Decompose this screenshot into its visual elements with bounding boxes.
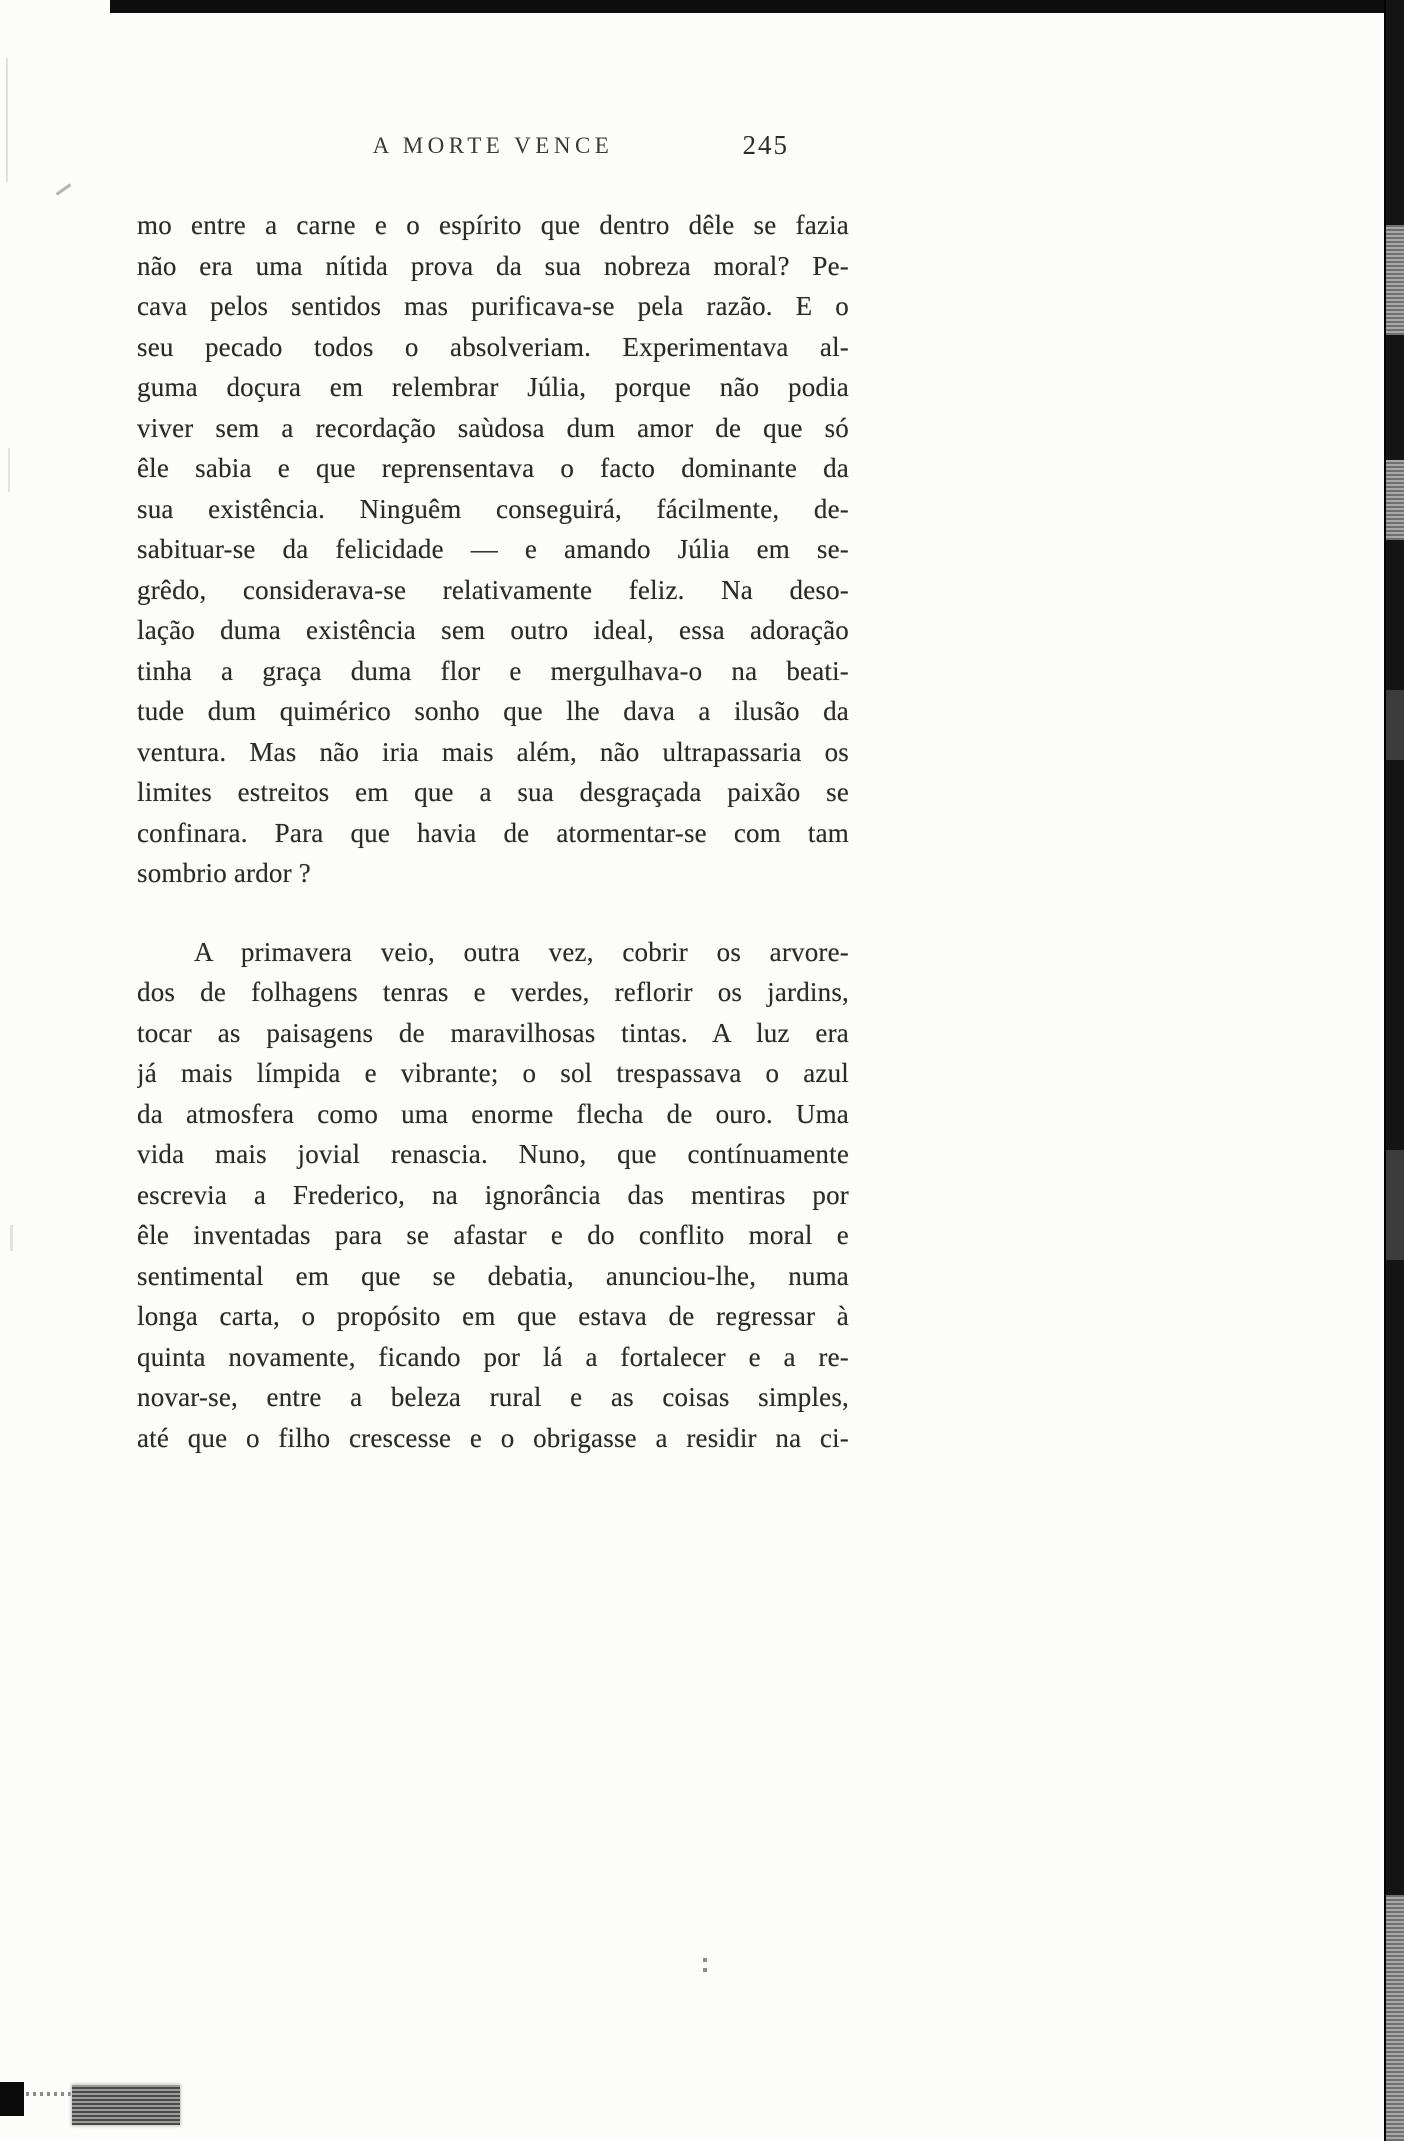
text-line: sabituar-se da felicidade — e amando Júlia em se- xyxy=(137,534,849,564)
scan-artifact-edge-texture xyxy=(1386,1895,1404,2141)
scan-artifact-edge-texture xyxy=(1386,1150,1404,1260)
page-header xyxy=(137,130,849,163)
text-line: longa carta, o propósito em que estava de regressar à xyxy=(137,1301,849,1331)
scan-artifact-stray-dots xyxy=(703,1956,707,1972)
scan-artifact-right-edge xyxy=(1384,0,1404,2141)
page-number: 245 xyxy=(742,130,789,160)
scan-artifact-edge-texture xyxy=(1386,225,1404,335)
text-line: grêdo, considerava-se relativamente feliz. Na deso- xyxy=(137,574,849,605)
scan-artifact-left-margin-line xyxy=(8,448,10,492)
scan-artifact-left-margin-tick xyxy=(56,183,72,195)
text-line: A primavera veio, outra vez, cobrir os arvore- xyxy=(194,936,849,967)
scan-artifact-left-margin-line xyxy=(6,58,8,182)
scan-artifact-edge-texture xyxy=(1386,690,1404,760)
text-line: quinta novamente, ficando por lá a fortalecer e a re- xyxy=(137,1341,849,1372)
text-line: êle inventadas para se afastar e do conflito moral e xyxy=(137,1220,849,1250)
text-line: até que o filho crescesse e o obrigasse a residir na ci- xyxy=(137,1422,849,1453)
text-line: mo entre a carne e o espírito que dentro dêle se fazia xyxy=(137,210,849,240)
scan-artifact-bottom-left-mark xyxy=(0,2082,24,2116)
text-line: confinara. Para que havia de atormentar-se com tam xyxy=(137,817,849,848)
text-line: não era uma nítida prova da sua nobreza moral? Pe- xyxy=(137,250,849,281)
text-line: lação duma existência sem outro ideal, essa adoração xyxy=(137,615,849,645)
paragraph-1 xyxy=(137,205,849,894)
text-line: seu pecado todos o absolveriam. Experimentava al- xyxy=(137,331,849,362)
text-line: tocar as paisagens de maravilhosas tintas. A luz era xyxy=(137,1017,849,1048)
scan-artifact-top-bar xyxy=(110,0,1404,13)
text-line: escrevia a Frederico, na ignorância das mentiras por xyxy=(137,1179,849,1210)
text-line: guma doçura em relembrar Júlia, porque não podia xyxy=(137,372,849,402)
scan-artifact-dotted-line xyxy=(26,2092,74,2096)
text-line: vida mais jovial renascia. Nuno, que contínuamente xyxy=(137,1139,849,1169)
running-title: A MORTE VENCE xyxy=(372,133,614,158)
text-column xyxy=(137,130,849,1458)
text-line: sentimental em que se debatia, anunciou-lhe, numa xyxy=(137,1260,849,1291)
text-line: sombrio ardor ? xyxy=(137,858,311,888)
text-line: sua existência. Ninguêm conseguirá, fácilmente, de- xyxy=(137,493,849,524)
text-line: ventura. Mas não iria mais além, não ultrapassaria os xyxy=(137,736,849,767)
scan-artifact-bottom-stamp xyxy=(72,2085,180,2125)
text-line: dos de folhagens tenras e verdes, reflorir os jardins, xyxy=(137,977,849,1007)
text-line: êle sabia e que reprensentava o facto dominante da xyxy=(137,453,849,483)
text-line: cava pelos sentidos mas purificava-se pela razão. E o xyxy=(137,291,849,321)
paragraph-2 xyxy=(137,932,849,1459)
scan-artifact-left-margin-smudge xyxy=(10,1225,13,1251)
text-line: novar-se, entre a beleza rural e as coisas simples, xyxy=(137,1382,849,1412)
text-line: já mais límpida e vibrante; o sol trespassava o azul xyxy=(137,1058,849,1088)
text-line: tinha a graça duma flor e mergulhava-o na beati- xyxy=(137,655,849,686)
text-line: viver sem a recordação saùdosa dum amor de que só xyxy=(137,412,849,443)
text-line: da atmosfera como uma enorme flecha de ouro. Uma xyxy=(137,1098,849,1129)
scan-artifact-edge-texture xyxy=(1386,460,1404,540)
text-line: tude dum quimérico sonho que lhe dava a ilusão da xyxy=(137,696,849,726)
text-line: limites estreitos em que a sua desgraçada paixão se xyxy=(137,777,849,807)
